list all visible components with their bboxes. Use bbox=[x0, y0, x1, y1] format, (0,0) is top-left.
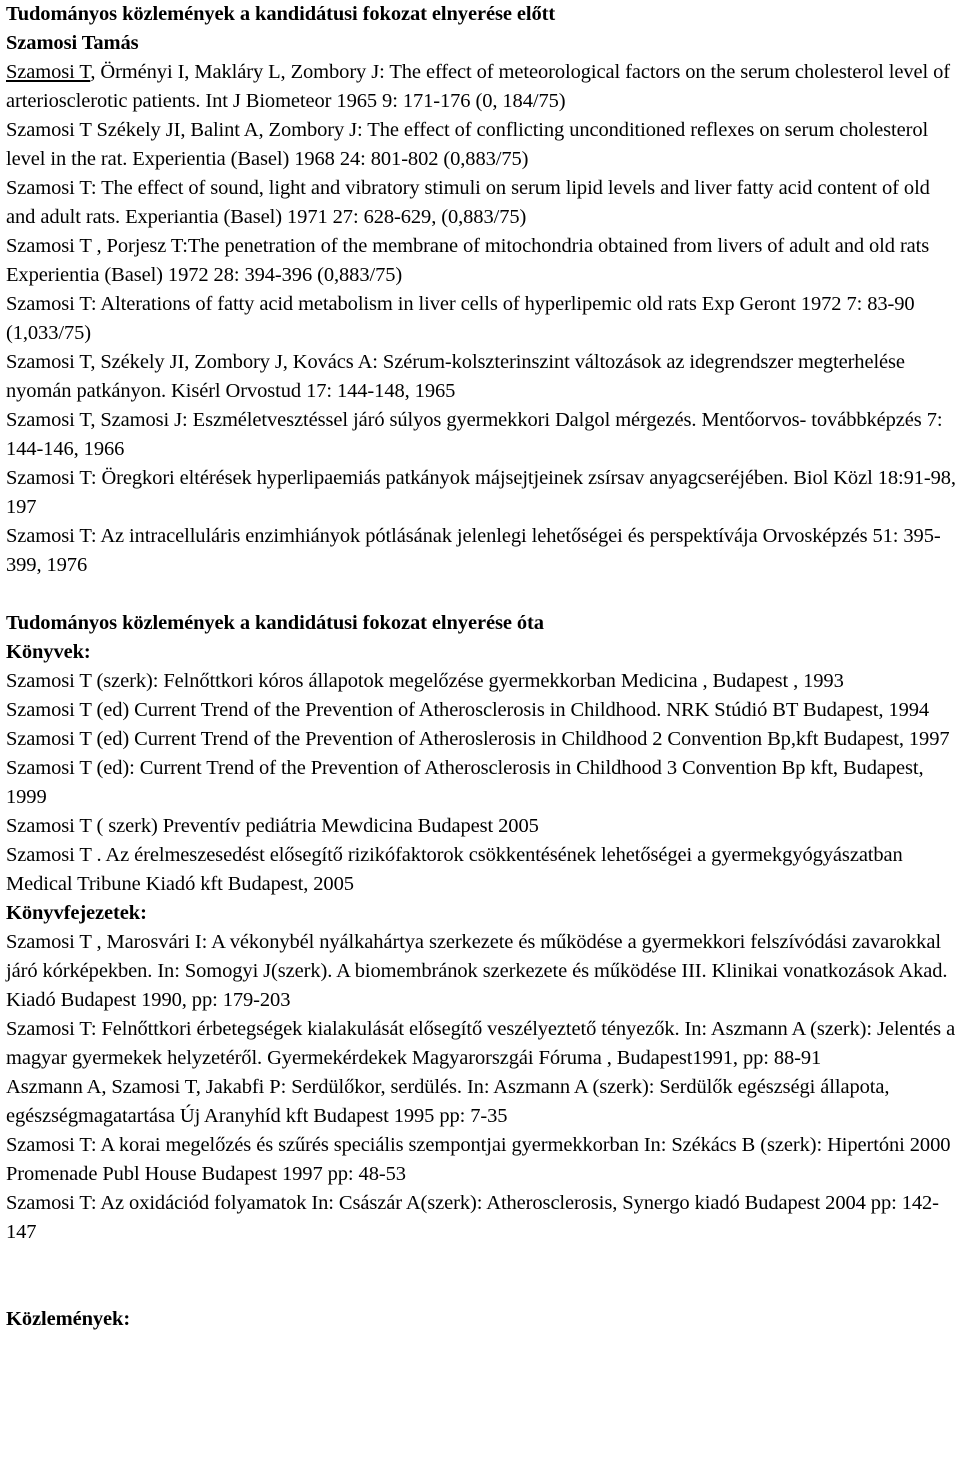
chapter-entry: Szamosi T: Az oxidációd folyamatok In: Császár A(szerk): Atherosclerosis, Synergo kiadó Budapest 2004 pp: 142-147 bbox=[6, 1192, 939, 1243]
publication-entry: Szamosi T: Öregkori eltérések hyperlipaemiás patkányok májsejtjeinek zsírsav anyagcseréjében. Biol Közl 18:91-98, 197 bbox=[6, 467, 956, 518]
books-heading: Könyvek: bbox=[6, 641, 91, 663]
section-spacer bbox=[6, 580, 960, 609]
publication-entry bbox=[6, 58, 960, 116]
publication-entry: Szamosi T: Az intracelluláris enzimhiányok pótlásának jelenlegi lehetőségei és perspektívája Orvosképzés 51: 395-399, 1976 bbox=[6, 525, 941, 576]
book-entry: Szamosi T (ed) Current Trend of the Prevention of Atherosclerosis in Childhood. NRK Stúdió BT Budapest, 1994 bbox=[6, 699, 930, 721]
chapter-entry: Aszmann A, Szamosi T, Jakabfi P: Serdülőkor, serdülés. In: Aszmann A (szerk): Serdülők egészségi állapota, egészségmagatartása Új Aranyhíd kft Budapest 1995 pp: 7-35 bbox=[6, 1076, 890, 1127]
book-entry: Szamosi T (ed): Current Trend of the Prevention of Atherosclerosis in Childhood 3 Convention Bp kft, Budapest, 1999 bbox=[6, 757, 924, 808]
author-name: Szamosi Tamás bbox=[6, 32, 139, 54]
section-title-since-candidacy: Tudományos közlemények a kandidátusi fokozat elnyerése óta bbox=[6, 612, 544, 634]
chapters-heading: Könyvfejezetek: bbox=[6, 902, 147, 924]
book-entry: Szamosi T . Az érelmeszesedést elősegítő rizikófaktorok csökkentésének lehetőségei a gyermekgyógyászatban Medical Tribune Kiadó kft Budapest, 2005 bbox=[6, 844, 903, 895]
section-spacer bbox=[6, 1247, 960, 1305]
section-title-before-candidacy: Tudományos közlemények a kandidátusi fokozat elnyerése előtt bbox=[6, 3, 556, 25]
publication-entry: Szamosi T, Szamosi J: Eszméletvesztéssel járó súlyos gyermekkori Dalgol mérgezés. Mentőorvos- továbbképzés 7: 144-146, 1966 bbox=[6, 409, 943, 460]
publication-entry: Szamosi T, Székely JI, Zombory J, Kovács A: Szérum-kolszterinszint változások az idegrendszer megterhelése nyomán patkányon. Kisérl Orvostud 17: 144-148, 1965 bbox=[6, 351, 905, 402]
articles-heading: Közlemények: bbox=[6, 1308, 131, 1330]
chapter-entry: Szamosi T: Felnőttkori érbetegségek kialakulását elősegítő veszélyeztető tényezők. In: Aszmann A (szerk): Jelentés a magyar gyermekek helyzetéről. Gyermekérdekek Magyarorszgái Fóruma , Budapest1991, pp: 88-91 bbox=[6, 1018, 956, 1069]
document-page bbox=[6, 0, 960, 1334]
publication-entry: Szamosi T: The effect of sound, light and vibratory stimuli on serum lipid levels and liver fatty acid content of old and adult rats. Experiantia (Basel) 1971 27: 628-629, (0,883/75) bbox=[6, 177, 930, 228]
underlined-author: Szamosi T bbox=[6, 61, 91, 83]
book-entry: Szamosi T ( szerk) Preventív pediátria Mewdicina Budapest 2005 bbox=[6, 815, 539, 837]
book-entry: Szamosi T (szerk): Felnőttkori kóros állapotok megelőzése gyermekkorban Medicina , Budapest , 1993 bbox=[6, 670, 844, 692]
publication-entry: Szamosi T: Alterations of fatty acid metabolism in liver cells of hyperlipemic old rats Exp Geront 1972 7: 83-90 (1,033/75) bbox=[6, 293, 915, 344]
chapter-entry: Szamosi T: A korai megelőzés és szűrés speciális szempontjai gyermekkorban In: Székács B (szerk): Hipertóni 2000 Promenade Publ House Budapest 1997 pp: 48-53 bbox=[6, 1134, 951, 1185]
chapter-entry: Szamosi T , Marosvári I: A vékonybél nyálkahártya szerkezete és működése a gyermekkori felszívódási zavarokkal járó kórképekben. In: Somogyi J(szerk). A biomembránok szerkezete és működése III. Klinikai vonatkozások Akad. Kiadó Budapest 1990, pp: 179-203 bbox=[6, 931, 948, 1011]
publication-entry-text: , Örményi I, Makláry L, Zombory J: The effect of meteorological factors on the serum cholesterol level of arteriosclerotic patients. Int J Biometeor 1965 9: 171-176 (0, 184/75) bbox=[6, 61, 951, 112]
publication-entry: Szamosi T , Porjesz T:The penetration of the membrane of mitochondria obtained from livers of adult and old rats Experientia (Basel) 1972 28: 394-396 (0,883/75) bbox=[6, 235, 930, 286]
publication-entry: Szamosi T Székely JI, Balint A, Zombory J: The effect of conflicting unconditioned reflexes on serum cholesterol level in the rat. Experientia (Basel) 1968 24: 801-802 (0,883/75) bbox=[6, 119, 929, 170]
book-entry: Szamosi T (ed) Current Trend of the Prevention of Atheroslerosis in Childhood 2 Convention Bp,kft Budapest, 1997 bbox=[6, 728, 950, 750]
